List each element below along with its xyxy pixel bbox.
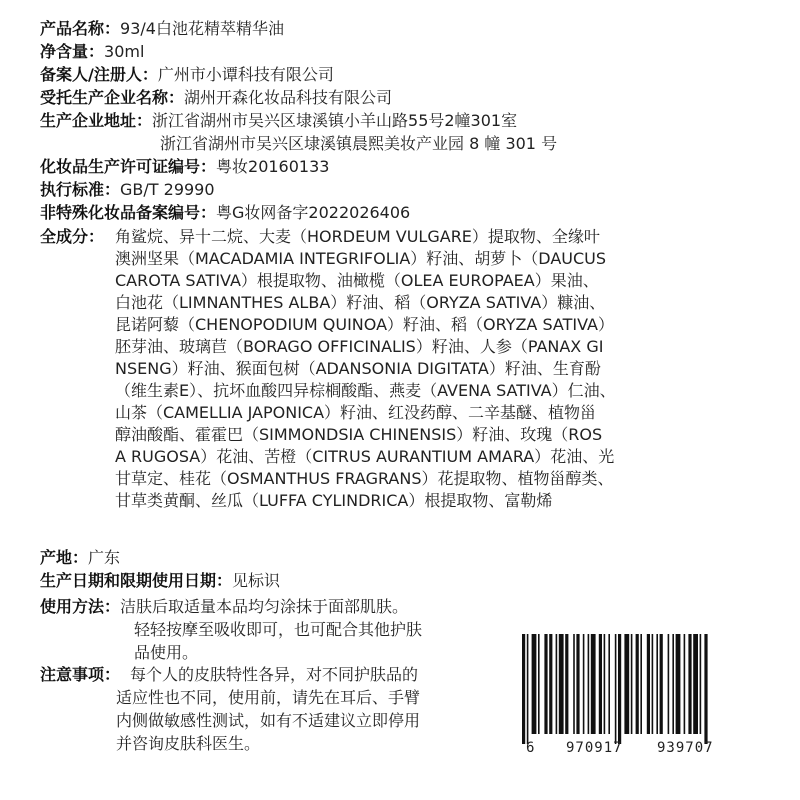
standard-row xyxy=(40,179,780,201)
ingredient-line: 甘草定、桂花（OSMANTHUS FRAGRANS）花提取物、植物甾醇类、 xyxy=(115,469,614,488)
license-label: 化妆品生产许可证编号： xyxy=(40,157,217,176)
manufacturer-value: 湖州开森化妆品科技有限公司 xyxy=(184,88,393,107)
ingredient-line: 白池花（LIMNANTHES ALBA）籽油、稻（ORYZA SATIVA）糠油、 xyxy=(115,293,606,312)
net-content-label: 净含量： xyxy=(40,42,105,61)
product-name-row xyxy=(40,18,780,40)
registrant-value: 广州市小谭科技有限公司 xyxy=(157,65,334,84)
address-line-2: 浙江省湖州市吴兴区埭溪镇晨熙美妆产业园 8 幢 301 号 xyxy=(160,134,558,153)
ingredient-line: A RUGOSA）花油、苦橙（CITRUS AURANTIUM AMARA）花油、光 xyxy=(115,447,615,466)
origin-value: 广东 xyxy=(88,548,121,567)
usage-line: 洁肤后取适量本品均匀涂抹于面部肌肤。 xyxy=(120,597,409,616)
registrant-row xyxy=(40,64,780,86)
caution-line: 适应性也不同，使用前，请先在耳后、手臂 xyxy=(116,688,421,707)
filing-row xyxy=(40,202,780,224)
barcode-graphic xyxy=(520,634,760,744)
ingredient-line: 昆诺阿藜（CHENOPODIUM QUINOA）籽油、稻（ORYZA SATIVA） xyxy=(115,315,614,334)
manufacturer-label: 受托生产企业名称： xyxy=(40,88,185,107)
registrant-label: 备案人/注册人： xyxy=(40,65,158,84)
barcode-digit-first: 6 xyxy=(526,740,536,756)
caution-line: 并咨询皮肤科医生。 xyxy=(116,734,261,753)
manufacturer-row xyxy=(40,87,780,109)
address-line-1: 浙江省湖州市吴兴区埭溪镇小羊山路55号2幢301室 xyxy=(152,111,518,130)
ingredients-label xyxy=(40,226,120,248)
usage-line: 品使用。 xyxy=(134,643,199,662)
origin-label: 产地： xyxy=(40,548,89,567)
standard-value: GB/T 29990 xyxy=(120,180,215,199)
filing-label: 非特殊化妆品备案编号： xyxy=(40,203,217,222)
dates-label: 生产日期和限期使用日期： xyxy=(40,571,233,590)
address-row xyxy=(40,110,780,132)
ingredient-line: 胚芽油、玻璃苣（BORAGO OFFICINALIS）籽油、人参（PANAX GI xyxy=(115,337,604,356)
product-name-value: 93/4白池花精萃精华油 xyxy=(120,19,284,38)
ingredient-line: 醇油酸酯、霍霍巴（SIMMONDSIA CHINENSIS）籽油、玫瑰（ROS xyxy=(115,425,603,444)
net-content-row xyxy=(40,41,780,63)
usage-label-text: 使用方法： xyxy=(40,597,121,616)
barcode-digits-right: 939707 xyxy=(657,740,714,756)
dates-value: 见标识 xyxy=(232,571,281,590)
ingredient-line: NSENG）籽油、猴面包树（ADANSONIA DIGITATA）籽油、生育酚 xyxy=(115,359,601,378)
license-row xyxy=(40,156,780,178)
ingredient-line: 甘草类黄酮、丝瓜（LUFFA CYLINDRICA）根提取物、富勒烯 xyxy=(115,491,553,510)
filing-value: 粤G妆网备字2022026406 xyxy=(216,203,411,222)
origin-row xyxy=(40,547,780,569)
caution-label-text: 注意事项： xyxy=(40,665,121,684)
ingredient-line: 澳洲坚果（MACADAMIA INTEGRIFOLIA）籽油、胡萝卜（DAUCUS xyxy=(115,249,607,268)
license-value: 粤妆20160133 xyxy=(216,157,330,176)
barcode-digits-left: 970917 xyxy=(566,740,623,756)
ingredient-line: （维生素E）、抗坏血酸四异棕榈酸酯、燕麦（AVENA SATIVA）仁油、 xyxy=(115,381,616,400)
caution-label xyxy=(40,664,140,686)
ingredient-line: 山茶（CAMELLIA JAPONICA）籽油、红没药醇、二辛基醚、植物甾 xyxy=(115,403,597,422)
net-content-value: 30ml xyxy=(104,42,145,61)
standard-label: 执行标准： xyxy=(40,180,121,199)
ingredient-line: CAROTA SATIVA）根提取物、油橄榄（OLEA EUROPAEA）果油、 xyxy=(115,271,599,290)
ingredient-line: 角鲨烷、异十二烷、大麦（HORDEUM VULGARE）提取物、全缘叶 xyxy=(115,227,600,246)
dates-row xyxy=(40,570,780,592)
usage-line: 轻轻按摩至吸收即可，也可配合其他护肤 xyxy=(134,620,423,639)
caution-line: 每个人的皮肤特性各异，对不同护肤品的 xyxy=(130,665,419,684)
caution-line: 内侧做敏感性测试，如有不适建议立即停用 xyxy=(116,711,421,730)
address-label: 生产企业地址： xyxy=(40,111,153,130)
product-name-label: 产品名称： xyxy=(40,19,121,38)
ingredients-label-text: 全成分： xyxy=(40,227,105,246)
